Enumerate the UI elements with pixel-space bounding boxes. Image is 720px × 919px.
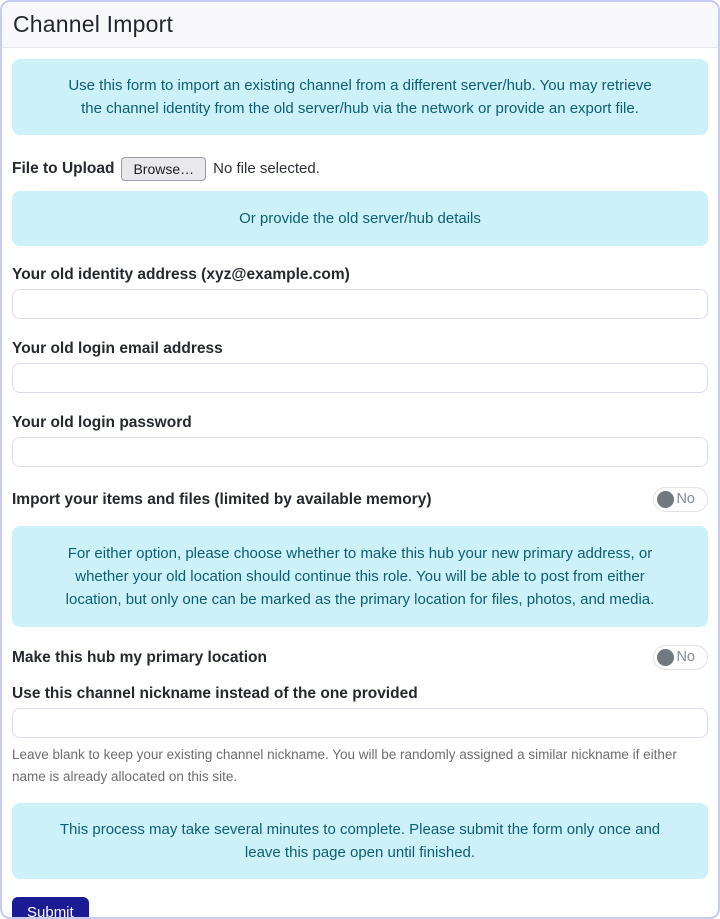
old-identity-input[interactable] <box>12 289 708 319</box>
import-items-label: Import your items and files (limited by available memory) <box>12 491 432 508</box>
primary-choice-alert-text: For either option, please choose whether to make this hub your new primary address, or whether your old location should continue this role. You will be able to post from either location, but only one can be marked as the primary location for files, photos, and media. <box>65 545 655 608</box>
old-identity-label: Your old identity address (xyz@example.com) <box>12 266 350 283</box>
nickname-help-text: Leave blank to keep your existing channel nickname. You will be randomly assigned a similar nickname if either name is already allocated on this site. <box>12 747 677 784</box>
import-items-toggle[interactable] <box>653 487 708 512</box>
old-identity-group <box>12 265 708 319</box>
file-upload-row <box>12 155 708 182</box>
toggle-knob-icon <box>657 491 674 508</box>
import-form <box>2 48 718 919</box>
process-alert <box>12 803 708 879</box>
make-primary-row <box>12 645 708 670</box>
nickname-group <box>12 684 708 788</box>
make-primary-toggle-state: No <box>676 649 695 665</box>
make-primary-label: Make this hub my primary location <box>12 649 267 666</box>
import-items-toggle-state: No <box>676 491 695 507</box>
process-alert-text: This process may take several minutes to complete. Please submit the form only once and leave this page open until finished. <box>59 821 661 861</box>
primary-choice-alert <box>12 526 708 627</box>
toggle-knob-icon <box>657 649 674 666</box>
alternative-alert <box>12 191 708 246</box>
import-items-row <box>12 487 708 512</box>
old-email-group <box>12 339 708 393</box>
old-email-label: Your old login email address <box>12 340 223 357</box>
old-password-label: Your old login password <box>12 414 192 431</box>
file-upload-label: File to Upload <box>12 160 115 177</box>
alternative-alert-text: Or provide the old server/hub details <box>239 210 481 227</box>
nickname-input[interactable] <box>12 708 708 738</box>
page-header <box>2 2 718 48</box>
nickname-label: Use this channel nickname instead of the one provided <box>12 685 418 702</box>
submit-button[interactable]: Submit <box>12 897 89 919</box>
make-primary-toggle[interactable] <box>653 645 708 670</box>
file-upload-status: No file selected. <box>213 160 320 177</box>
browse-button[interactable]: Browse… <box>121 157 206 181</box>
intro-alert <box>12 59 708 135</box>
intro-alert-text: Use this form to import an existing channel from a different server/hub. You may retrieve the channel identity from the old server/hub via the network or provide an export file. <box>68 77 652 117</box>
old-email-input[interactable] <box>12 363 708 393</box>
page-title: Channel Import <box>13 11 174 37</box>
old-password-input[interactable] <box>12 437 708 467</box>
old-password-group <box>12 413 708 467</box>
